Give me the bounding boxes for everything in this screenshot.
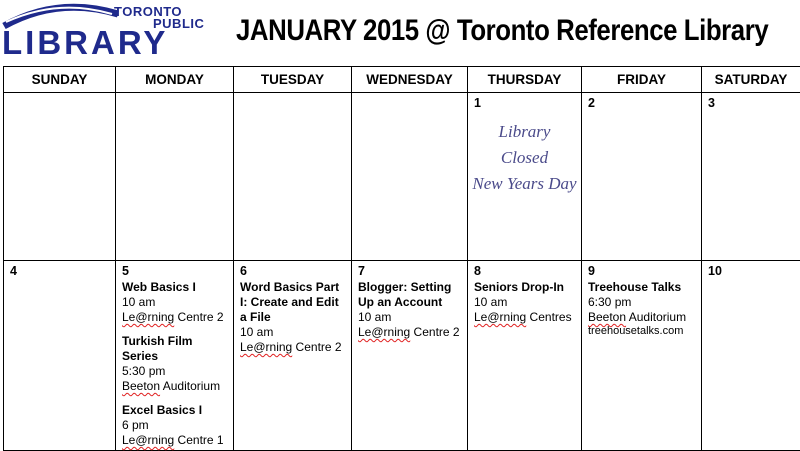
day-number: 2 [588,96,595,110]
event-word-basics[interactable] [240,280,345,355]
day-cell-empty [116,93,234,261]
closed-line-3: New Years Day [472,174,577,193]
event-location: Le@rning Centre 2 [358,325,460,339]
header-saturday: SATURDAY [702,67,800,93]
event-web-basics[interactable] [122,280,227,325]
event-title: Web Basics I [122,280,196,294]
day-number: 3 [708,96,715,110]
header-monday: MONDAY [116,67,234,93]
event-excel-basics[interactable] [122,403,227,448]
header-thursday: THURSDAY [468,67,582,93]
day-cell-jan-4 [4,261,116,451]
event-time: 10 am [122,295,156,309]
closed-line-1: Library [498,122,551,141]
header-wednesday: WEDNESDAY [352,67,468,93]
day-number: 7 [358,264,365,278]
event-time: 6:30 pm [588,295,632,309]
day-cell-jan-2 [582,93,702,261]
logo-text-library: LIBRARY [2,24,169,61]
library-closed-note [468,119,581,197]
event-location: Le@rning Centres [474,310,572,324]
day-number: 8 [474,264,481,278]
day-cell-jan-3 [702,93,800,261]
day-cell-jan-6 [234,261,352,451]
tpl-logo[interactable] [0,0,210,62]
event-time: 10 am [240,325,274,339]
day-cell-jan-5 [116,261,234,451]
event-title: Turkish Film Series [122,334,193,363]
event-turkish-film[interactable] [122,334,227,394]
event-title: Word Basics Part I: Create and Edit a File [240,280,340,324]
logo-text-public: PUBLIC [153,16,205,31]
day-cell-jan-1 [468,93,582,261]
event-location: Le@rning Centre 2 [122,310,224,324]
event-time: 10 am [474,295,508,309]
header-sunday: SUNDAY [4,67,116,93]
day-number: 5 [122,264,129,278]
event-time: 10 am [358,310,392,324]
event-time: 6 pm [122,418,149,432]
header-friday: FRIDAY [582,67,702,93]
event-location: Le@rning Centre 1 [122,433,224,447]
header-tuesday: TUESDAY [234,67,352,93]
day-cell-empty [234,93,352,261]
event-blogger[interactable] [358,280,461,340]
day-number: 10 [708,264,722,278]
event-seniors-drop-in[interactable] [474,280,575,325]
event-title: Treehouse Talks [588,280,682,294]
day-number: 1 [474,96,481,110]
day-cell-jan-8 [468,261,582,451]
event-time: 5:30 pm [122,364,166,378]
day-number: 6 [240,264,247,278]
day-number: 4 [10,264,17,278]
page-title: JANUARY 2015 @ Toronto Reference Library [236,14,769,47]
day-cell-empty [352,93,468,261]
event-location: Beeton Auditorium [122,379,221,393]
event-title: Blogger: Setting Up an Account [358,280,452,309]
day-cell-jan-7 [352,261,468,451]
calendar-grid [3,66,800,451]
day-cell-jan-9 [582,261,702,451]
day-cell-jan-10 [702,261,800,451]
event-location: Le@rning Centre 2 [240,340,342,354]
event-treehouse-talks[interactable] [588,280,695,337]
event-title: Seniors Drop-In [474,280,565,294]
day-number: 9 [588,264,595,278]
event-title: Excel Basics I [122,403,203,417]
event-website-link[interactable]: treehousetalks.com [588,325,684,337]
logo-text-toronto: TORONTO [114,4,183,19]
closed-line-2: Closed [500,148,549,167]
event-location: Beeton Auditorium [588,310,687,324]
day-cell-empty [4,93,116,261]
